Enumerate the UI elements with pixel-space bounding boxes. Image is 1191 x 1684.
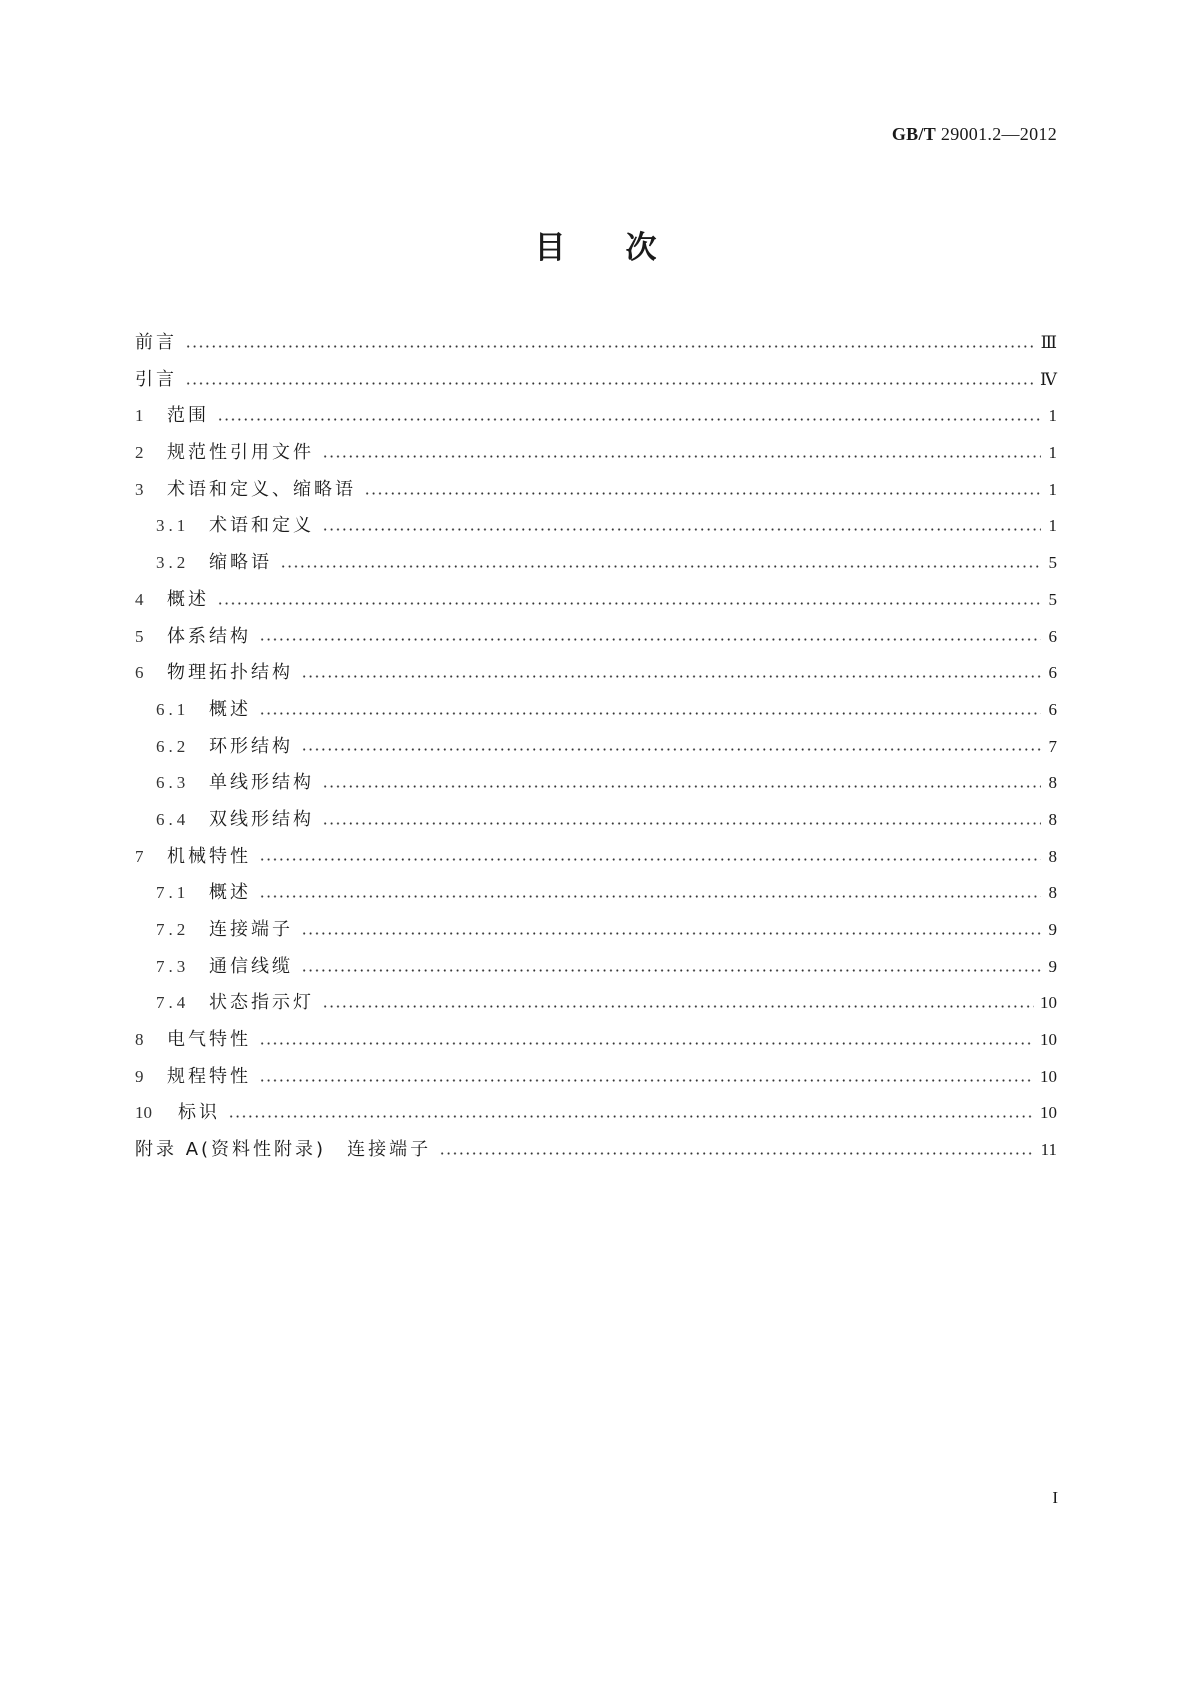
dot-leader: [259, 858, 1041, 861]
toc-entry-title: 规范性引用文件: [167, 442, 314, 464]
toc-entry-number: 7.2: [156, 920, 190, 939]
dot-leader: [301, 748, 1041, 751]
toc-entry-number: 5: [135, 626, 144, 646]
dot-leader: [185, 345, 1035, 348]
toc-entry[interactable]: [135, 619, 1057, 656]
dot-leader: [259, 895, 1041, 898]
toc-entry-page: Ⅳ: [1040, 369, 1057, 389]
toc-entry[interactable]: [135, 729, 1057, 766]
toc-entry-page: Ⅲ: [1040, 333, 1057, 352]
toc-entry[interactable]: [135, 582, 1057, 619]
toc-entry-title: 概述: [209, 882, 251, 904]
toc-entry-page: 1: [1048, 479, 1057, 499]
toc-entry-title: 前言: [135, 332, 177, 353]
toc-entry-number: 6.1: [156, 699, 190, 719]
toc-entry-number: 6: [135, 663, 144, 683]
toc-entry-number: 7: [135, 846, 144, 866]
toc-entry-title: 体系结构: [167, 625, 251, 647]
dot-leader: [185, 382, 1034, 385]
dot-leader: [322, 455, 1041, 458]
dot-leader: [322, 1005, 1034, 1008]
toc-entry-title: 通信线缆: [209, 955, 293, 977]
dot-leader: [301, 969, 1041, 972]
toc-entry-title: 概述: [209, 698, 251, 720]
toc-entry-page: 11: [1040, 1140, 1057, 1160]
standard-number: [892, 124, 1057, 145]
toc-entry-number: 6.4: [156, 809, 190, 829]
toc-entry[interactable]: [135, 802, 1057, 839]
dot-leader: [259, 638, 1041, 641]
toc-entry-title: 物理拓扑结构: [167, 662, 293, 684]
toc-entry-page: 1: [1048, 406, 1057, 426]
dot-leader: [322, 822, 1041, 825]
toc-entry-page: 10: [1040, 1030, 1057, 1050]
dot-leader: [280, 565, 1041, 568]
toc-entry-title: 引言: [135, 368, 177, 390]
toc-entry-page: 6: [1048, 663, 1057, 683]
toc-entry-page: 10: [1040, 993, 1057, 1013]
dot-leader: [217, 418, 1041, 421]
dot-leader: [259, 1079, 1034, 1082]
toc-entry-number: 6.3: [156, 773, 190, 793]
dot-leader: [322, 528, 1041, 531]
toc-entry-title: 术语和定义: [209, 515, 314, 537]
toc-entry[interactable]: [135, 398, 1057, 435]
toc-entry-title: 机械特性: [167, 845, 251, 867]
toc-entry[interactable]: [135, 1132, 1057, 1169]
dot-leader: [259, 1042, 1034, 1045]
toc-entry-page: 8: [1048, 846, 1057, 866]
toc-entry-title: 术语和定义、缩略语: [167, 478, 356, 500]
toc-entry-number: 10: [135, 1103, 152, 1123]
dot-leader: [228, 1115, 1034, 1118]
toc-entry-page: 7: [1048, 736, 1057, 756]
toc-entry-number: 7.3: [156, 956, 190, 976]
toc-entry[interactable]: [135, 985, 1057, 1022]
toc-entry-number: 8: [135, 1030, 144, 1050]
dot-leader: [259, 712, 1041, 715]
toc-entry-title: 状态指示灯: [209, 992, 314, 1014]
toc-entry-page: 6: [1048, 699, 1057, 719]
dot-leader: [322, 785, 1041, 788]
toc-entry[interactable]: [135, 472, 1057, 509]
toc-entry[interactable]: [135, 1059, 1057, 1096]
toc-entry[interactable]: [135, 875, 1057, 912]
toc-entry-number: 4: [135, 589, 144, 609]
toc-entry-number: 7.4: [156, 993, 190, 1013]
toc-entry-page: 8: [1048, 809, 1057, 829]
toc-entry-page: 1: [1048, 516, 1057, 536]
toc-entry-page: 10: [1040, 1066, 1057, 1086]
toc-entry[interactable]: [135, 912, 1057, 949]
toc-entry-page: 9: [1048, 920, 1057, 939]
toc-entry-title: 连接端子: [209, 919, 293, 940]
toc-entry[interactable]: [135, 325, 1057, 362]
toc-entry[interactable]: [135, 655, 1057, 692]
toc-entry-title: 电气特性: [167, 1029, 251, 1051]
toc-entry-page: 8: [1048, 883, 1057, 903]
toc-entry-title: 附录 A(资料性附录) 连接端子: [135, 1139, 432, 1161]
toc-entry[interactable]: [135, 1022, 1057, 1059]
toc-entry-title: 概述: [167, 588, 209, 610]
toc-entry-page: 10: [1040, 1103, 1057, 1123]
toc-entry-page: 5: [1048, 589, 1057, 609]
toc-entry-title: 单线形结构: [209, 772, 314, 794]
toc-entry-title: 缩略语: [209, 552, 272, 574]
toc-entry[interactable]: [135, 508, 1057, 545]
page-number: I: [1052, 1488, 1058, 1507]
toc-entry-title: 范围: [167, 405, 209, 427]
toc-entry[interactable]: [135, 362, 1057, 399]
toc-entry-page: 8: [1048, 773, 1057, 793]
toc-entry-page: 1: [1048, 443, 1057, 463]
toc-entry-page: 9: [1048, 956, 1057, 976]
toc-entry[interactable]: [135, 692, 1057, 729]
toc-entry-title: 环形结构: [209, 735, 293, 757]
toc-entry-number: 3.2: [156, 553, 190, 573]
toc-entry-number: 3.1: [156, 516, 190, 536]
toc-entry[interactable]: [135, 839, 1057, 876]
toc-entry-page: 5: [1048, 553, 1057, 573]
dot-leader: [301, 932, 1041, 935]
toc-entry[interactable]: [135, 765, 1057, 802]
table-of-contents: [135, 325, 1057, 1169]
page-title: 目次: [534, 230, 717, 266]
toc-entry-number: 3: [135, 479, 144, 499]
toc-entry-title: 规程特性: [167, 1065, 251, 1087]
toc-entry-number: 1: [135, 406, 144, 426]
toc-entry-number: 7.1: [156, 883, 190, 903]
toc-entry[interactable]: [135, 1095, 1057, 1132]
dot-leader: [217, 602, 1041, 605]
dot-leader: [439, 1152, 1035, 1155]
dot-leader: [364, 492, 1041, 495]
toc-entry-title: 标识: [178, 1102, 220, 1124]
toc-entry[interactable]: [135, 949, 1057, 986]
standard-prefix: GB/T: [891, 124, 937, 144]
toc-entry[interactable]: [135, 435, 1057, 472]
standard-code: 29001.2—2012: [940, 124, 1057, 144]
toc-entry-page: 6: [1048, 626, 1057, 646]
toc-entry-number: 9: [135, 1066, 144, 1086]
toc-entry[interactable]: [135, 545, 1057, 582]
toc-entry-number: 6.2: [156, 736, 190, 756]
toc-entry-number: 2: [135, 443, 144, 463]
dot-leader: [301, 675, 1041, 678]
toc-entry-title: 双线形结构: [209, 808, 314, 830]
